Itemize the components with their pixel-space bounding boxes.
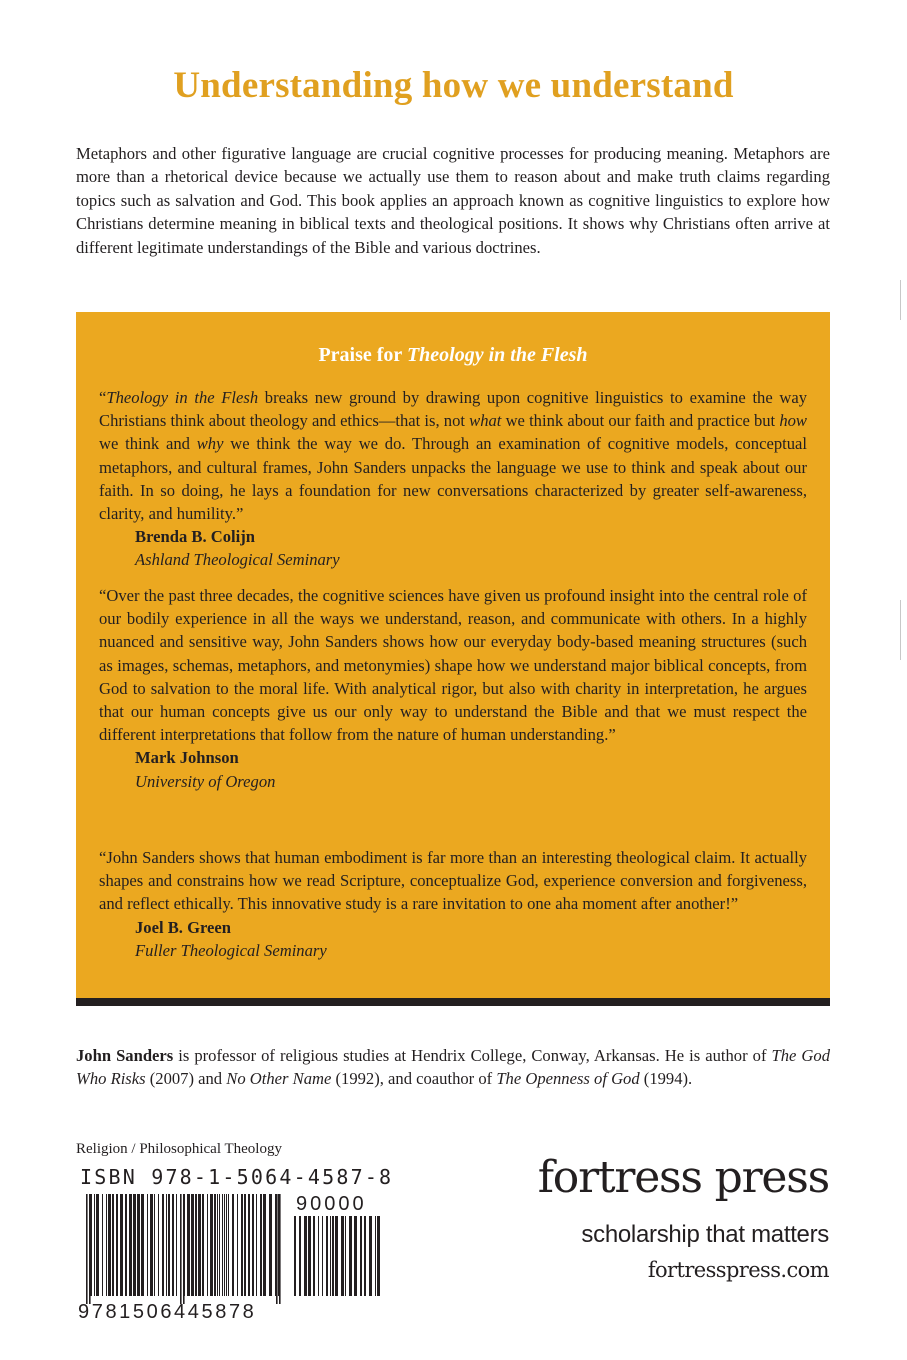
endorser-affiliation: Ashland Theological Seminary bbox=[135, 550, 340, 570]
barcode-bars-addon bbox=[294, 1216, 380, 1296]
endorsement-text: “Theology in the Flesh breaks new ground by drawing upon cognitive linguistics to examine the way Christians think about theology and ethics—that is, not what we think about our faith and practice but how we think and why we think the way we do. Through an examination of cognitive models, conceptual metaphors, and cultural frames, John Sanders unpacks the language we use to think and speak about our faith. In so doing, he lays a foundation for new conversations characterized by greater self-awareness, clarity, and humility.” bbox=[99, 388, 808, 524]
endorsement-text: “John Sanders shows that human embodiment is far more than an interesting theological claim. It actually shapes and constrains how we read Scripture, conceptualize God, experience conversion and forgiveness, and reflect ethically. This innovative study is a rare invitation to one aha moment after another!” bbox=[99, 848, 807, 914]
barcode-addon-digits: 90000 bbox=[296, 1193, 367, 1215]
endorser-name: Mark Johnson bbox=[135, 748, 239, 768]
barcode bbox=[76, 1192, 390, 1322]
book-blurb: Metaphors and other figurative language are crucial cognitive processes for producing meaning. Metaphors are more than a rhetorical device because we actually use them to reason about and make truth claims regarding topics such as salvation and God. This book applies an approach known as cognitive linguistics to explore how Christians determine meaning in biblical texts and theological positions. It shows why Christians often arrive at different legitimate understandings of the Bible and various doctrines. bbox=[76, 144, 830, 257]
subject-category: Religion / Philosophical Theology bbox=[76, 1141, 282, 1157]
barcode-main-digits: 9781506445878 bbox=[78, 1301, 257, 1322]
endorser-name: Brenda B. Colijn bbox=[135, 527, 256, 547]
edge-mark bbox=[900, 600, 901, 660]
barcode-bars-main bbox=[86, 1194, 281, 1304]
praise-box bbox=[76, 312, 830, 1006]
endorser-affiliation: University of Oregon bbox=[135, 771, 276, 791]
author-bio: John Sanders is professor of religious studies at Hendrix College, Conway, Arkansas. He is author of The God Who Risks (2007) and No Other Name (1992), and coauthor of The Openness of God (1994). bbox=[76, 1046, 830, 1089]
barcode-graphic bbox=[76, 1192, 390, 1322]
praise-title-book: Theology in the Flesh bbox=[406, 344, 588, 366]
edge-mark bbox=[900, 280, 901, 320]
endorsement-quote bbox=[99, 386, 807, 572]
publisher-url: fortresspress.com bbox=[647, 1258, 829, 1282]
praise-title bbox=[76, 344, 830, 367]
isbn-label: ISBN 978-1-5064-4587-8 bbox=[80, 1165, 394, 1189]
endorser-name: Joel B. Green bbox=[135, 917, 232, 937]
endorsement-quote bbox=[99, 584, 807, 793]
publisher-tagline: scholarship that matters bbox=[581, 1221, 829, 1248]
endorsement-quote bbox=[99, 846, 807, 962]
publisher-logo-name: fortress press bbox=[537, 1152, 829, 1203]
headline: Understanding how we understand bbox=[173, 65, 734, 106]
endorser-affiliation: Fuller Theological Seminary bbox=[135, 940, 327, 960]
endorsement-text: “Over the past three decades, the cognitive sciences have given us profound insight into the central role of our bodily experience in all the ways we understand, reason, and communicate with others. In a highly nuanced and sensitive way, John Sanders shows how our everyday body-based meaning structures (such as images, schemas, metaphors, and metonymies) shape how we understand major biblical concepts, from God to salvation to the moral life. With analytical rigor, but also with charity in interpretation, he argues that our human concepts give us our only way to understand the Bible and that we must respect the different interpretations that follow from the nature of human understanding.” bbox=[99, 586, 807, 745]
praise-title-prefix: Praise for bbox=[318, 344, 407, 366]
